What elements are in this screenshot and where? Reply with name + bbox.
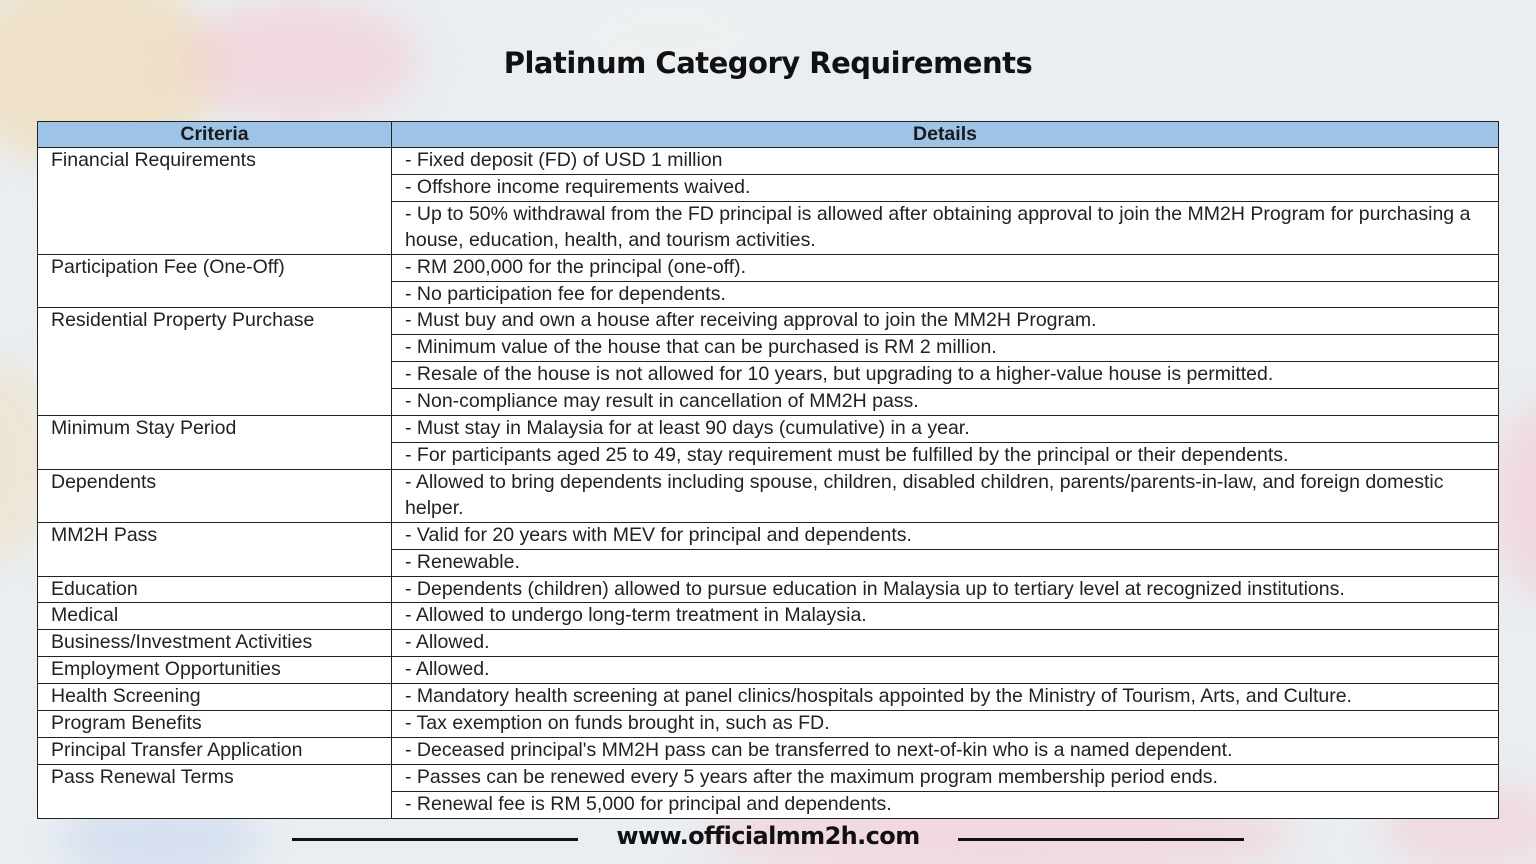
criteria-cell: MM2H Pass <box>38 522 392 576</box>
criteria-cell: Employment Opportunities <box>38 657 392 684</box>
details-cell: - Allowed to bring dependents including spouse, children, disabled children, parents/parents-in-law, and foreign domestic helper. <box>392 469 1499 522</box>
table-row <box>38 764 1499 791</box>
criteria-cell: Dependents <box>38 469 392 522</box>
details-cell: - Must stay in Malaysia for at least 90 days (cumulative) in a year. <box>392 416 1499 443</box>
details-cell: - Minimum value of the house that can be purchased is RM 2 million. <box>392 335 1499 362</box>
table-row <box>38 711 1499 738</box>
table-row <box>38 684 1499 711</box>
criteria-cell: Pass Renewal Terms <box>38 764 392 818</box>
details-cell: - Up to 50% withdrawal from the FD principal is allowed after obtaining approval to join the MM2H Program for purchasing a house, education, health, and tourism activities. <box>392 201 1499 254</box>
details-cell: - Renewable. <box>392 549 1499 576</box>
table-row <box>38 737 1499 764</box>
details-cell: - Valid for 20 years with MEV for principal and dependents. <box>392 522 1499 549</box>
criteria-header: Criteria <box>38 122 392 148</box>
details-cell: - Dependents (children) allowed to pursue education in Malaysia up to tertiary level at recognized institutions. <box>392 576 1499 603</box>
criteria-cell: Financial Requirements <box>38 148 392 255</box>
details-cell: - Deceased principal's MM2H pass can be transferred to next-of-kin who is a named dependent. <box>392 737 1499 764</box>
criteria-cell: Principal Transfer Application <box>38 737 392 764</box>
table-row <box>38 576 1499 603</box>
table-row <box>38 522 1499 549</box>
table-row <box>38 630 1499 657</box>
website-url: www.officialmm2h.com <box>616 822 920 850</box>
criteria-cell: Minimum Stay Period <box>38 416 392 470</box>
criteria-cell: Education <box>38 576 392 603</box>
details-cell: - Offshore income requirements waived. <box>392 174 1499 201</box>
details-cell: - Passes can be renewed every 5 years after the maximum program membership period ends. <box>392 764 1499 791</box>
details-cell: - Must buy and own a house after receiving approval to join the MM2H Program. <box>392 308 1499 335</box>
table-row <box>38 469 1499 522</box>
criteria-cell: Medical <box>38 603 392 630</box>
table-row <box>38 416 1499 443</box>
criteria-cell: Business/Investment Activities <box>38 630 392 657</box>
details-cell: - For participants aged 25 to 49, stay requirement must be fulfilled by the principal or their dependents. <box>392 442 1499 469</box>
details-cell: - Allowed. <box>392 630 1499 657</box>
details-cell: - Renewal fee is RM 5,000 for principal and dependents. <box>392 791 1499 818</box>
table-row <box>38 148 1499 175</box>
details-cell: - Mandatory health screening at panel clinics/hospitals appointed by the Ministry of Tourism, Arts, and Culture. <box>392 684 1499 711</box>
criteria-cell: Residential Property Purchase <box>38 308 392 416</box>
details-cell: - No participation fee for dependents. <box>392 281 1499 308</box>
details-cell: - Allowed to undergo long-term treatment in Malaysia. <box>392 603 1499 630</box>
criteria-cell: Program Benefits <box>38 711 392 738</box>
table-row <box>38 657 1499 684</box>
details-cell: - Fixed deposit (FD) of USD 1 million <box>392 148 1499 175</box>
table-row <box>38 603 1499 630</box>
criteria-cell: Health Screening <box>38 684 392 711</box>
requirements-table <box>37 121 1499 819</box>
footer-divider-right <box>958 838 1244 841</box>
details-cell: - Non-compliance may result in cancellation of MM2H pass. <box>392 389 1499 416</box>
table-body <box>38 148 1499 819</box>
details-cell: - Resale of the house is not allowed for 10 years, but upgrading to a higher-value house is permitted. <box>392 362 1499 389</box>
table-row <box>38 308 1499 335</box>
details-cell: - Tax exemption on funds brought in, such as FD. <box>392 711 1499 738</box>
details-cell: - RM 200,000 for the principal (one-off). <box>392 254 1499 281</box>
details-header: Details <box>392 122 1499 148</box>
table-header-row <box>38 122 1499 148</box>
details-cell: - Allowed. <box>392 657 1499 684</box>
table-row <box>38 254 1499 281</box>
criteria-cell: Participation Fee (One-Off) <box>38 254 392 308</box>
page-title: Platinum Category Requirements <box>503 46 1033 80</box>
